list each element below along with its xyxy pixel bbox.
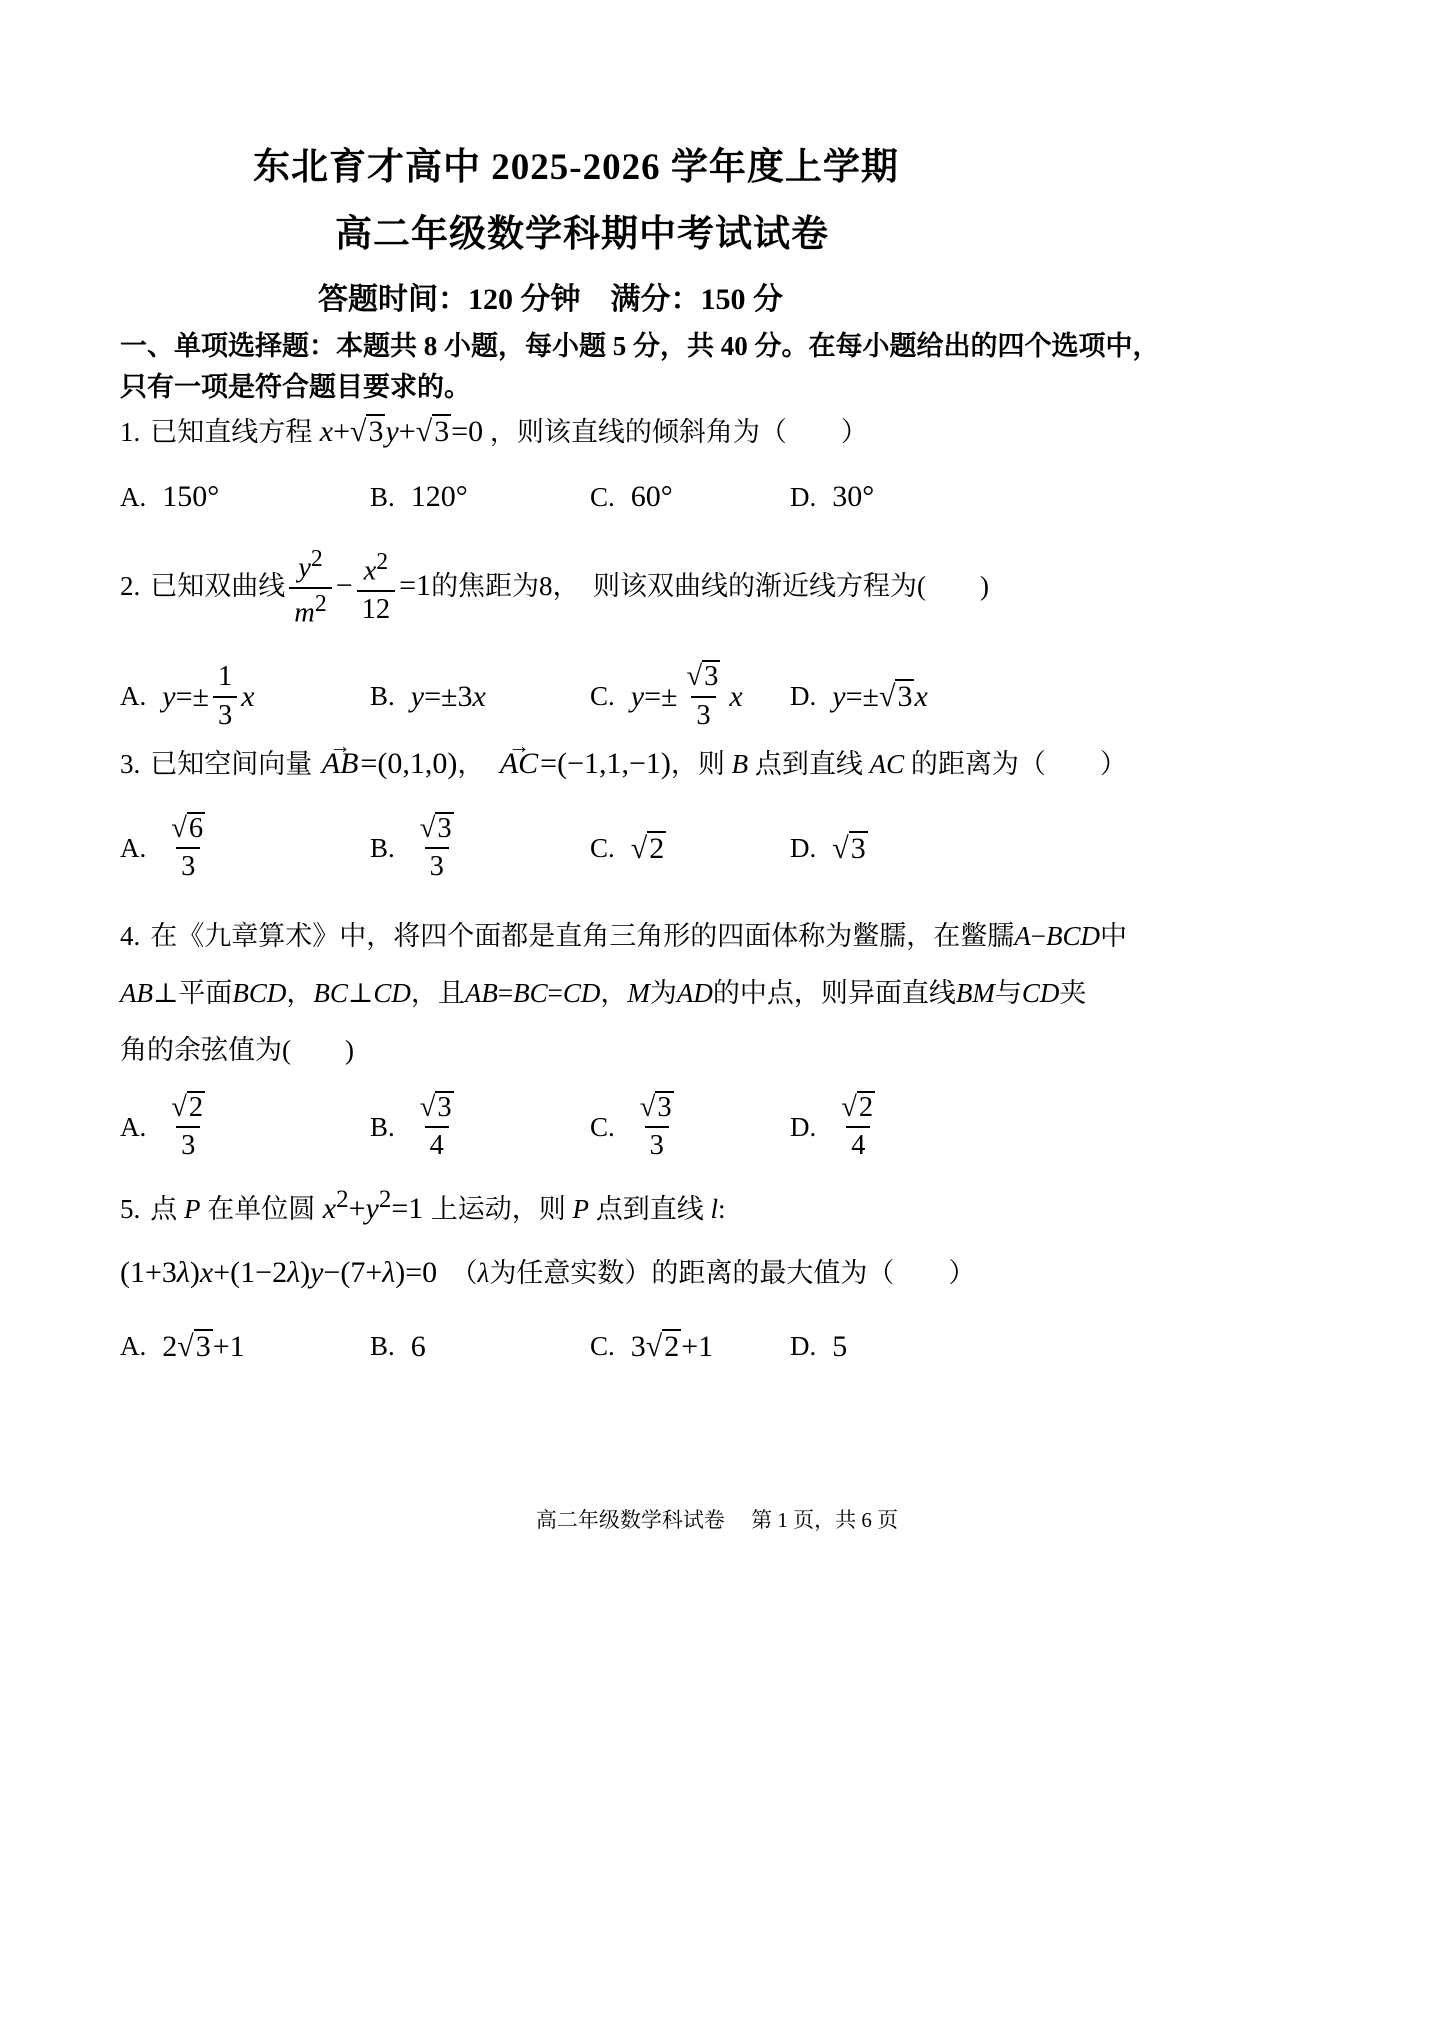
option-value: 150° (162, 480, 220, 513)
option-value: $\frac{√3}{4}$ (411, 1091, 463, 1163)
question-2-option-d (790, 679, 1340, 714)
option-label: D. (790, 481, 817, 512)
question-1-option-b (370, 480, 590, 514)
option-value: y =± √3 x (832, 679, 928, 714)
exam-title-line2: 高二年级数学科期中考试试卷 (335, 214, 829, 255)
question-1-option-a (120, 480, 370, 514)
question-1-option-c (590, 480, 790, 514)
option-value: $\frac{√3}{3}$ (411, 812, 463, 884)
option-label: D. (790, 681, 817, 712)
question-1-stem-text: 已知直线方程 x+√3y+√3=0 ，则该直线的倾斜角为（ ） (150, 415, 868, 448)
question-5-options (120, 1329, 1340, 1364)
question-5-stem-line2: (1+3λ)x+(1−2λ)y−(7+λ)=0 （λ为任意实数）的距离的最大值为（ ） (120, 1256, 976, 1289)
question-4-stem-line1 (120, 908, 1340, 965)
option-value: y =± $\frac{1}{3}$ x (162, 660, 254, 732)
question-3-stem-text: 已知空间向量 AB →=(0,1,0)， AC →=(−1,1,−1)，则 B 点到直线 AC 的距离为（ ） (150, 749, 1127, 779)
exam-title-line1: 东北育才高中 2025-2026 学年度上学期 (253, 147, 899, 188)
option-value: √3 (832, 831, 866, 865)
option-value: $\frac{√6}{3}$ (162, 812, 214, 884)
question-5-option-d (790, 1330, 1340, 1364)
question-1-number: 1. (120, 417, 141, 447)
question-5 (120, 1168, 1340, 1364)
question-3-number: 3. (120, 749, 141, 779)
page-footer: 高二年级数学科试卷 第 1 页，共 6 页 (535, 1508, 899, 1532)
option-label: A. (120, 832, 147, 863)
exam-meta: 答题时间：120 分钟 满分：150 分 (318, 283, 783, 316)
option-label: C. (590, 832, 615, 863)
question-2-stem-text: 已知双曲线 $\frac{y^2}{m^2}$ − $\frac{x^2}{12}$ =1的焦距为8， 则该双曲线的渐近线方程为( ) (150, 571, 989, 601)
question-3-option-d (790, 831, 1340, 866)
question-4-option-b (370, 1091, 590, 1163)
question-4-stem-text1: 在《九章算术》中，将四个面都是直角三角形的四面体称为鳖臑，在鳖臑A−BCD中 (150, 921, 1127, 951)
question-2-option-c (590, 660, 790, 732)
question-1 (120, 410, 1340, 514)
option-value: $\frac{√3}{3}$ (631, 1091, 683, 1163)
option-label: C. (590, 481, 615, 512)
option-label: D. (790, 1331, 817, 1361)
option-label: B. (370, 1111, 395, 1142)
question-3 (120, 742, 1340, 884)
question-5-option-b (370, 1330, 590, 1364)
question-4-stem-line3: 角的余弦值为( ) (120, 1035, 354, 1065)
question-3-option-a (120, 812, 370, 884)
option-value: 6 (410, 1329, 426, 1363)
question-4-stem-line2: AB⊥平面BCD，BC⊥CD，且AB=BC=CD，M为AD的中点，则异面直线BM与CD夹 (120, 978, 1087, 1008)
question-3-options (120, 812, 1340, 884)
question-2-option-b (370, 680, 590, 714)
section-intro-line2: 只有一项是符合题目要求的。 (120, 372, 471, 402)
option-value: $\frac{√2}{4}$ (832, 1091, 884, 1163)
option-label: A. (120, 681, 147, 712)
question-2-option-a (120, 660, 370, 732)
question-3-option-c (590, 831, 790, 866)
option-label: C. (590, 1111, 615, 1142)
option-value: y =± $\frac{√3}{3}$ x (631, 660, 743, 732)
option-value: 2 √3 +1 (162, 1329, 245, 1363)
question-2-options (120, 660, 1340, 732)
option-value: 30° (832, 480, 875, 513)
question-5-stem-line1 (120, 1168, 1340, 1241)
question-4 (120, 908, 1340, 1163)
question-3-option-b (370, 812, 590, 884)
question-5-option-a (120, 1329, 370, 1364)
question-1-stem (120, 410, 1340, 454)
option-value: 3 √2 +1 (630, 1329, 714, 1363)
question-3-stem (120, 742, 1340, 786)
option-value: √2 (630, 831, 665, 865)
option-label: D. (790, 832, 817, 863)
question-2-stem (120, 545, 1340, 630)
option-label: D. (790, 1111, 817, 1142)
option-value: 120° (410, 480, 468, 513)
question-5-option-c (590, 1329, 790, 1364)
option-label: B. (370, 832, 395, 863)
question-2 (120, 545, 1340, 733)
question-1-options (120, 480, 1340, 514)
option-label: A. (120, 1111, 147, 1142)
question-5-stem-text1: 点 P 在单位圆 $x^2+y^2=1$ 上运动，则 P 点到直线 l: (150, 1186, 726, 1225)
section-one-intro (120, 326, 1340, 408)
question-4-option-c (590, 1091, 790, 1163)
question-2-number: 2. (120, 570, 141, 601)
option-label: C. (590, 681, 615, 712)
option-label: B. (370, 481, 395, 512)
option-value: y =±3 x (410, 679, 486, 713)
question-4-options (120, 1091, 1340, 1163)
option-label: B. (370, 681, 395, 712)
question-5-number: 5. (120, 1194, 141, 1224)
option-value: 5 (832, 1329, 848, 1363)
option-label: C. (590, 1331, 615, 1361)
section-intro-line1: 一、单项选择题：本题共 8 小题，每小题 5 分，共 40 分。在每小题给出的四个选项中， (120, 331, 1160, 361)
option-label: B. (370, 1331, 395, 1361)
question-4-option-d (790, 1091, 1340, 1163)
question-1-option-d (790, 480, 1340, 514)
question-4-number: 4. (120, 921, 141, 951)
option-value: 60° (630, 480, 673, 513)
question-4-option-a (120, 1091, 370, 1163)
option-label: A. (120, 1331, 147, 1361)
option-value: $\frac{√2}{3}$ (162, 1091, 214, 1163)
option-label: A. (120, 481, 147, 512)
